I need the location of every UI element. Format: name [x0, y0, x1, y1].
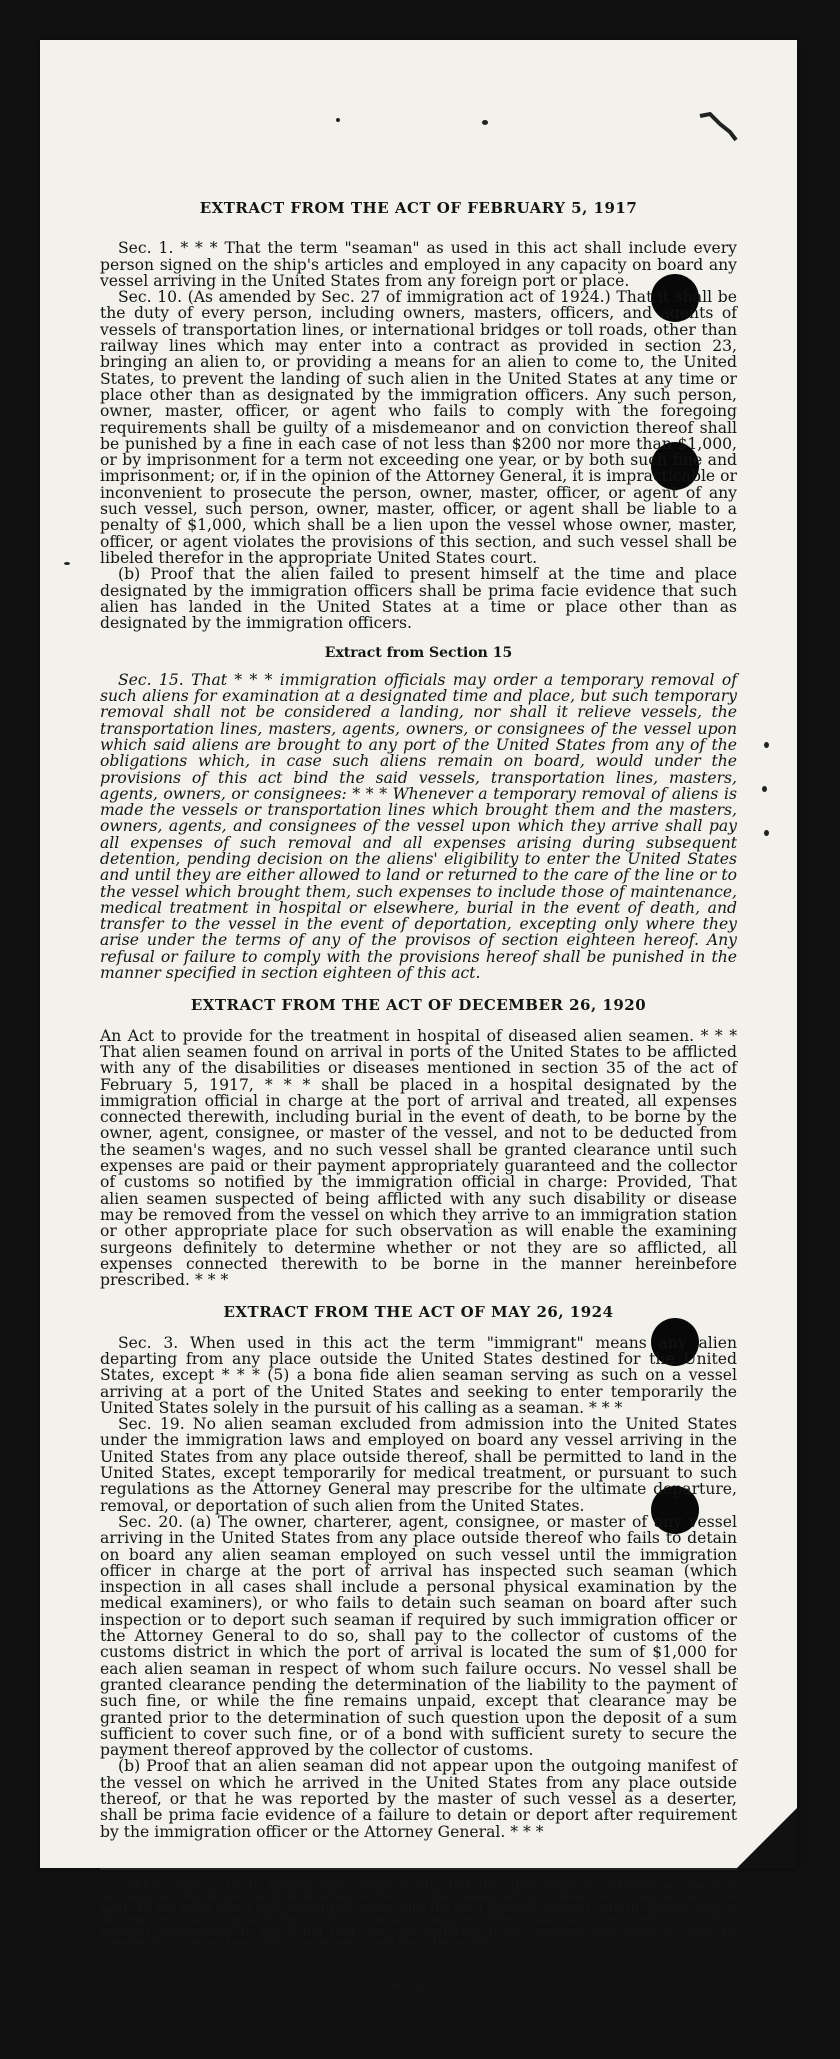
paragraph: Sec. 20. (a) The owner, charterer, agent, consignee, or master of any vessel arriving in the United States from any place outside thereof who fails to detain on board any alien seaman employed on such vessel until the immigration officer in charge at the port of arrival has inspected such seaman (which inspection in all cases shall include a personal physical examination by the medical examiners), or who fails to detain such seaman on board after such inspection or to deport such seaman if required by such immigration officer or the Attorney General to do so, shall pay to the collector of customs of the customs district in which the port of arrival is located the sum of $1,000 for each alien seaman in respect of whom such failure occurs. No vessel shall be granted clearance pending the determination of the liability to the payment of such fine, or while the fine remains unpaid, except that clearance may be granted prior to the determination of such question upon the deposit of a sum sufficient to cover such fine, or of a bond with sufficient surety to secure the payment thereof approved by the collector of customs. [100, 1512, 737, 1760]
footnote-divider [100, 1868, 737, 1870]
ink-mark [482, 120, 488, 125]
subsection-title: Extract from Section 15 [324, 645, 513, 662]
paragraph: (b) Proof that the alien failed to present himself at the time and place designated by the immigration officers shall be prima facie evidence that such alien has landed in the United States at a time or place other than as designated by the immigration officers. [100, 565, 737, 633]
footnote-text: † When delivery to the immigration station is directed, the aliens must be detained on board of the ship on which they arrived pending delivery to the immigration station. Such transfer must be made by the most direct and expeditious route with the least possible contact with the public, and at the expense and responsibility of the steamship company. Aliens who have been held for further medical examination in the belief that they are suffering from communicable diseases must be completely isolated from other passengers and from the public. [100, 1877, 737, 1950]
ink-mark [764, 742, 769, 748]
paragraph: Sec. 19. No alien seaman excluded from admission into the United States under the immigration laws and employed on board any vessel arriving in the United States from any place outside thereof, shall be permitted to land in the United States, except temporarily for medical treatment, or pursuant to such regulations as the Attorney General may prescribe for the ultimate departure, removal, or deportation of such alien from the United States. [100, 1415, 737, 1515]
folded-corner [737, 1808, 797, 1868]
paper-clip-mark [696, 110, 742, 146]
paragraph: Sec. 10. (As amended by Sec. 27 of immigration act of 1924.) That it shall be the duty of every person, including owners, masters, officers, and agents of vessels of transportation lines, or international bridges or toll roads, other than railway lines which may enter into a contract as provided in section 23, bringing an alien to, or providing a means for an alien to come to, the United States, to prevent the landing of such alien in the United States at any time or place other than as designated by the immigration officers. Any such person, owner, master, officer, or agent who fails to comply with the foregoing requirements shall be guilty of a misdemeanor and on conviction thereof shall be punished by a fine in each case of not less than $200 nor more than $1,000, or by imprisonment for a term not exceeding one year, or by both such fine and imprisonment; or, if in the opinion of the Attorney General, it is impracticable or inconvenient to prosecute the person, owner, master, officer, or agent of any such vessel, such person, owner, master, officer, or agent shall be liable to a penalty of $1,000, which shall be a lien upon the vessel whose owner, master, officer, or agent violates the provisions of this section, and such vessel shall be libeled therefor in the appropriate United States court. [100, 288, 737, 567]
section-title: EXTRACT FROM THE ACT OF FEBRUARY 5, 1917 [199, 199, 638, 217]
form-number: 16—18927 [384, 1977, 453, 1992]
italic-extract [100, 672, 737, 982]
section-title: EXTRACT FROM THE ACT OF MAY 26, 1924 [223, 1303, 614, 1322]
ink-mark [764, 830, 769, 836]
document-page [40, 40, 797, 1992]
ink-mark [336, 118, 340, 122]
paragraph: Sec. 1. * * * That the term "seaman" as used in this act shall include every person signed on the ship's articles and employed in any capacity on board any vessel arriving in the United States from any foreign port or place. [100, 239, 737, 290]
section-title: EXTRACT FROM THE ACT OF DECEMBER 26, 1920 [190, 996, 647, 1015]
ink-mark [64, 562, 70, 565]
ink-mark [762, 786, 767, 792]
document-body [100, 148, 737, 1993]
footnote [100, 1877, 737, 1950]
paragraph: Sec. 3. When used in this act the term "immigrant" means any alien departing from any place outside the United States destined for the United States, except * * * (5) a bona fide alien seaman serving as such on a vessel arriving at a port of the United States and seeking to enter temporarily the United States solely in the pursuit of his calling as a seaman. * * * [100, 1333, 737, 1417]
paragraph: Sec. 15. That * * * immigration officials may order a temporary removal of such aliens for examination at a designated time and place, but such temporary removal shall not be considered a landing, nor shall it relieve vessels, the transportation lines, masters, agents, owners, or consignees of the vessel upon which said aliens are brought to any port of the United States from any of the obligations which, in case such aliens remain on board, would under the provisions of this act bind the said vessels, transportation lines, masters, agents, owners, or consignees: * * * Whenever a temporary removal of aliens is made the vessels or transportation lines which brought them and the masters, owners, agents, and consignees of the vessel upon which they arrive shall pay all expenses of such removal and all expenses arising during subsequent detention, pending decision on the aliens' eligibility to enter the United States and until they are either allowed to land or returned to the care of the line or to the vessel which brought them, such expenses to include those of maintenance, medical treatment in hospital or elsewhere, burial in the event of death, and transfer to the vessel in the event of deportation, excepting only where they arise under the terms of any of the provisos of section eighteen hereof. Any refusal or failure to comply with the provisions hereof shall be punished in the manner specified in section eighteen of this act. [100, 670, 737, 983]
paragraph: (b) Proof that an alien seaman did not appear upon the outgoing manifest of the vessel on which he arrived in the United States from any place outside thereof, or that he was reported by the master of such vessel as a deserter, shall be prima facie evidence of a failure to detain or deport after requirement by the immigration officer or the Attorney General. * * * [100, 1757, 737, 1841]
paragraph: An Act to provide for the treatment in hospital of diseased alien seamen. * * * That alien seamen found on arrival in ports of the United States to be afflicted with any of the disabilities or diseases mentioned in section 35 of the act of February 5, 1917, * * * shall be placed in a hospital designated by the immigration official in charge at the port of arrival and treated, all expenses connected therewith, including burial in the event of death, to be borne by the owner, agent, consignee, or master of the vessel, and not to be deducted from the seamen's wages, and no such vessel shall be granted clearance until such expenses are paid or their payment appropriately guaranteed and the collector of customs so notified by the immigration official in charge: Provided, That alien seamen suspected of being afflicted with any such disability or disease may be removed from the vessel on which they arrive to an immigration station or other appropriate place for such observation as will enable the examining surgeons definitely to determine whether or not they are so afflicted, all expenses connected therewith to be borne in the manner hereinbefore prescribed. * * * [100, 1026, 737, 1290]
